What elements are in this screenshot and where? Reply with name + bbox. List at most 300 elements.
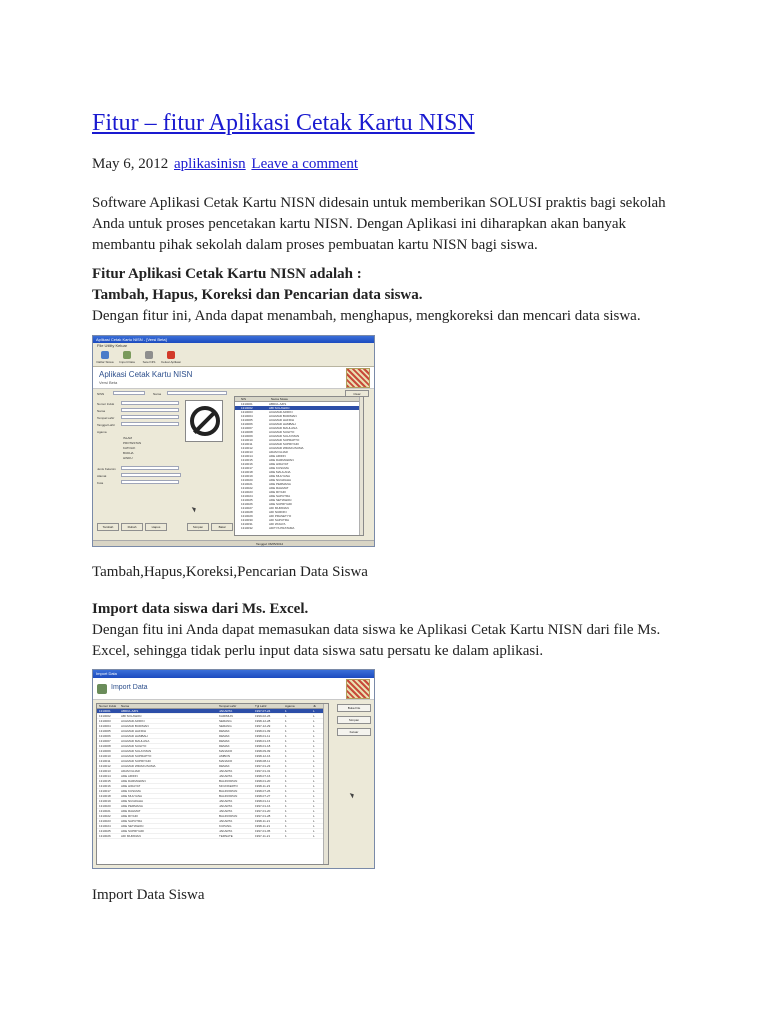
table-cell: 1310025 [99, 829, 111, 833]
clear-button: Clear [345, 390, 369, 397]
search-label: NISN [97, 392, 105, 396]
cell-nis: 1310007 [241, 426, 253, 430]
cell-name: ADE RAHMAT [269, 486, 289, 490]
table-cell: 1999-02-26 [255, 714, 271, 718]
table-cell: 1 [285, 724, 287, 728]
col-header: Jk [313, 704, 316, 708]
cell-nis: 1310006 [241, 422, 253, 426]
hapus-button: Hapus [145, 523, 167, 531]
table-cell: 1310004 [99, 724, 111, 728]
table-cell: 1998-08-11 [255, 759, 271, 763]
table-cell: 1310013 [99, 769, 111, 773]
table-cell: 1998-11-21 [255, 824, 271, 828]
batal-button: Batal [211, 523, 233, 531]
cell-name: ACHMAD BUDIMAN [269, 414, 297, 418]
feature1-text: Dengan fitur ini, Anda dapat menambah, menghapus, mengkoreksi dan mencari data siswa. [92, 308, 641, 324]
table-cell: ABI SOLAWAN [121, 714, 142, 718]
table-cell: 1310017 [99, 789, 111, 793]
cell-nis: 1310021 [241, 482, 253, 486]
table-cell: L [313, 779, 315, 783]
table-cell: 1998-07-16 [255, 774, 271, 778]
cell-name: ACHMAD SULAYMAN [269, 434, 300, 438]
cell-name: ADE SAPUTRA [269, 494, 291, 498]
table-cell: ADE KUSUMA [121, 789, 141, 793]
menu-bar: File Utility Keluar [93, 343, 374, 349]
cell-nis: 1310029 [241, 514, 253, 518]
table-cell: 1997-01-05 [255, 829, 271, 833]
table-cell: 1 [285, 814, 287, 818]
table-cell: ADE PERMANA [121, 804, 143, 808]
form-field [121, 473, 181, 477]
import-title: Import Data [111, 684, 148, 691]
table-cell: ADI MURDIAN [121, 834, 141, 838]
table-cell: TERNATE [219, 834, 233, 838]
table-cell: JAKARTA [219, 809, 233, 813]
table-cell: ADE MULYANA [121, 794, 143, 798]
table-cell: 1998-01-20 [255, 779, 271, 783]
table-cell: ADE HIDAYAT [121, 784, 141, 788]
table-cell: DEMAK [219, 729, 230, 733]
table-cell: 1998-01-11 [255, 799, 271, 803]
table-cell: 1310019 [99, 799, 111, 803]
cell-name: ADE ARIFIN [269, 454, 286, 458]
table-cell: SERANG [219, 724, 232, 728]
screenshot-import-data[interactable] [92, 669, 375, 869]
table-cell: 1310026 [99, 834, 111, 838]
table-cell: JAKARTA [219, 819, 233, 823]
post-date: May 6, 2012 [92, 156, 169, 172]
table-cell: 1 [285, 789, 287, 793]
cell-name: ABDUL AZIS [269, 402, 287, 406]
table-cell: MOJOKERTO [219, 784, 238, 788]
cell-name: ACHMAD ARIFIN [269, 410, 293, 414]
table-cell: L [313, 819, 315, 823]
table-cell: L [313, 709, 315, 713]
table-cell: 1 [285, 794, 287, 798]
cell-nis: 1310017 [241, 466, 253, 470]
cell-name: ACHMAD HAMBALI [269, 422, 297, 426]
table-cell: L [313, 749, 315, 753]
import-header [93, 678, 374, 700]
figure-caption: Import Data Siswa [92, 887, 205, 903]
table-cell: 1310022 [99, 814, 111, 818]
table-cell: ACHMAD WIRAKUSUMA [121, 764, 156, 768]
cell-nis: 1310030 [241, 518, 253, 522]
table-cell: 1310006 [99, 734, 111, 738]
figure-caption: Tambah,Hapus,Koreksi,Pencarian Data Siswa [92, 564, 368, 580]
table-cell: 1997-01-16 [255, 804, 271, 808]
table-cell: L [313, 784, 315, 788]
religion-option: ISLAM [123, 436, 133, 440]
table-cell: L [313, 809, 315, 813]
features-heading: Fitur Aplikasi Cetak Kartu NISN adalah : [92, 266, 362, 282]
table-cell: DEMAK [219, 764, 230, 768]
exit-button: Keluar [337, 728, 371, 736]
table-cell: 1997-12-29 [255, 724, 271, 728]
religion-option: PROTESTAN [123, 441, 142, 445]
table-cell: 1 [285, 749, 287, 753]
students-icon [101, 351, 109, 359]
toolbar-label: Keluar Aplikasi [161, 360, 181, 364]
cell-nis: 1310003 [241, 410, 253, 414]
table-cell: L [313, 834, 315, 838]
cell-name: ADE NUGRAHA [269, 478, 292, 482]
table-cell: ADE RIYADI [121, 814, 138, 818]
table-cell: 1310001 [99, 709, 111, 713]
screenshot-student-data[interactable] [92, 335, 375, 547]
table-cell: JAKARTA [219, 804, 233, 808]
table-cell: L [313, 724, 315, 728]
intro-line: Anda untuk proses pencetakan kartu NISN. Dengan Aplikasi ini diharapkan akan banyak [92, 216, 627, 232]
cell-name: ADE KUSUMA [269, 466, 289, 470]
table-cell: 1997-01-23 [255, 764, 271, 768]
table-cell: 1310011 [99, 759, 111, 763]
table-cell: L [313, 829, 315, 833]
table-cell: 1997-01-31 [255, 769, 271, 773]
cell-name: ADI SAPUTRA [269, 518, 290, 522]
table-cell: 1310018 [99, 794, 111, 798]
table-cell: JAKARTA [219, 774, 233, 778]
table-cell: 1998-09-09 [255, 749, 271, 753]
cell-name: ACHMAD SUPRIYADI [269, 442, 299, 446]
col-header: Nomor Induk [99, 704, 117, 708]
table-cell: 1310012 [99, 764, 111, 768]
table-cell: 1998-07-26 [255, 789, 271, 793]
cell-nis: 1310012 [241, 446, 253, 450]
intro-paragraph [92, 193, 692, 256]
form-label: Agama [97, 430, 107, 434]
cell-name: ADI NURDIN [269, 510, 287, 514]
cell-name: ADI PRASETYO [269, 514, 292, 518]
cell-name: ADI WIJAYA [269, 522, 286, 526]
table-cell: 1 [285, 729, 287, 733]
table-row [97, 834, 328, 839]
cell-nis: 1310027 [241, 506, 253, 510]
cell-nis: 1310026 [241, 502, 253, 506]
table-cell: 1998-01-15 [255, 739, 271, 743]
table-cell: JAKARTA [219, 709, 233, 713]
import-section [92, 599, 692, 662]
table-cell: 1998-01-11 [255, 734, 271, 738]
status-date: Tanggal: 06/05/2012 [256, 542, 284, 546]
cell-nis: 1310008 [241, 430, 253, 434]
table-cell: 1998-01-18 [255, 744, 271, 748]
table-cell: ABDUL AZIS [121, 709, 139, 713]
table-cell: L [313, 734, 315, 738]
table-cell: 1310003 [99, 719, 111, 723]
table-cell: MANADO [219, 759, 233, 763]
table-cell: BALIKPAPAN [219, 789, 238, 793]
table-cell: 1 [285, 824, 287, 828]
table-cell: L [313, 729, 315, 733]
table-cell: L [313, 774, 315, 778]
author-link[interactable]: aplikasinisn [174, 156, 246, 172]
table-cell: JAKARTA [219, 829, 233, 833]
form-field [121, 408, 179, 412]
table-cell: ACHMAD SULAYMAN [121, 749, 152, 753]
cell-name: ADE SETIAWAN [269, 498, 292, 502]
cell-name: ADITYA PRATAMA [269, 526, 295, 530]
table-cell: L [313, 764, 315, 768]
window-titlebar: Aplikasi Cetak Kartu NISN - [Versi Beta] [93, 336, 374, 343]
tambah-button: Tambah [97, 523, 119, 531]
table-cell: ACHMAD SUPRAPTO [121, 754, 152, 758]
save-button: Simpan [337, 716, 371, 724]
table-cell: AMBON [219, 754, 231, 758]
cell-nis: 1310019 [241, 474, 253, 478]
intro-line: Software Aplikasi Cetak Kartu NISN didesain untuk memberikan SOLUSI praktis bagi sekolah [92, 195, 666, 211]
form-label: Tempat Lahir [97, 416, 115, 420]
table-cell: L [313, 794, 315, 798]
table-cell: 1 [285, 744, 287, 748]
table-cell: 1997-01-28 [255, 814, 271, 818]
table-cell: DEMAK [219, 744, 230, 748]
table-cell: ACHMAD ARIFIN [121, 719, 145, 723]
cell-nis: 1310015 [241, 458, 253, 462]
table-cell: ACHMAD SUPRIYADI [121, 759, 151, 763]
cell-name: ACHMAD SUGITO [269, 430, 295, 434]
table-cell: L [313, 714, 315, 718]
cell-name: ADE DARMAWAN [269, 458, 294, 462]
form-label: Kota [97, 481, 104, 485]
table-row [235, 526, 363, 530]
table-cell: L [313, 754, 315, 758]
cell-nis: 1310013 [241, 450, 253, 454]
cell-name: ADAM FAJAR [269, 450, 288, 454]
form-label: Jenis Kelamin [97, 467, 116, 471]
cell-nis: 1310018 [241, 470, 253, 474]
table-cell: KUPANG [219, 824, 232, 828]
photo-placeholder [185, 400, 223, 442]
table-cell: 1997-11-21 [255, 834, 271, 838]
feature2-heading: Import data siswa dari Ms. Excel. [92, 601, 309, 617]
table-cell: 1 [285, 804, 287, 808]
post-meta [92, 156, 358, 173]
cell-name: ADE MAULANA [269, 470, 291, 474]
table-cell: ADE RAHMAT [121, 809, 141, 813]
table-cell: L [313, 804, 315, 808]
table-cell: L [313, 769, 315, 773]
religion-option: KATOLIK [123, 446, 136, 450]
cell-nis: 1310032 [241, 526, 253, 530]
cell-name: ADE RIYADI [269, 490, 286, 494]
form-field [121, 401, 179, 405]
table-cell: L [313, 739, 315, 743]
table-cell: 1310007 [99, 739, 111, 743]
search-name-input [167, 391, 227, 395]
table-cell: L [313, 744, 315, 748]
search-nisn-input [113, 391, 145, 395]
table-cell: 1998-11-21 [255, 819, 271, 823]
table-cell: 1310016 [99, 784, 111, 788]
form-label: Tanggal Lahir [97, 423, 116, 427]
table-cell: 1997-01-20 [255, 809, 271, 813]
app-title: Aplikasi Cetak Kartu NISN [99, 370, 193, 379]
table-cell: DEMAK [219, 734, 230, 738]
table-cell: ADE SUPRIYADI [121, 829, 144, 833]
col-header: Nama [121, 704, 130, 708]
table-cell: JAKARTA [219, 799, 233, 803]
table-cell: 1 [285, 739, 287, 743]
table-cell: ADE NUGRAHA [121, 799, 144, 803]
table-cell: ADE SETIAWAN [121, 824, 144, 828]
toolbar-daftar-siswa [95, 351, 115, 366]
form-label: Alamat [97, 474, 107, 478]
search-label: Nama [153, 392, 162, 396]
form-label: Nomor Induk [97, 402, 115, 406]
table-body [97, 709, 328, 839]
table-cell: 1998-12-28 [255, 719, 271, 723]
table-cell: ADAM FAJAR [121, 769, 140, 773]
toolbar-import [117, 351, 137, 366]
table-cell: 1310024 [99, 824, 111, 828]
table-cell: 1 [285, 829, 287, 833]
cell-nis: 1310014 [241, 454, 253, 458]
cell-nis: 1310011 [241, 442, 253, 446]
form-field [121, 422, 179, 426]
col-header: Tempat Lahir [219, 704, 237, 708]
cell-nis: 1310016 [241, 462, 253, 466]
import-table [96, 703, 329, 865]
toolbar-label: Setel NIS [142, 360, 156, 364]
table-cell: 1310009 [99, 749, 111, 753]
table-header-nis: NIS [241, 397, 247, 401]
table-cell: 1998-12-16 [255, 754, 271, 758]
import-icon [97, 684, 107, 694]
table-cell: 1310002 [99, 714, 111, 718]
table-cell: 1997-07-24 [255, 709, 271, 713]
table-cell: 1310023 [99, 819, 111, 823]
open-file-button: Buka File [337, 704, 371, 712]
table-cell: 1 [285, 819, 287, 823]
cell-nis: 1310004 [241, 414, 253, 418]
cell-nis: 1310005 [241, 418, 253, 422]
table-header-name: Nama Siswa [270, 397, 288, 401]
table-cell: 1310020 [99, 804, 111, 808]
table-cell: 1 [285, 734, 287, 738]
table-cell: KARIMUN [219, 714, 233, 718]
table-cell: ACHMAD MAULANA [121, 739, 150, 743]
table-cell: L [313, 814, 315, 818]
table-cell: ADE SAPUTRA [121, 819, 143, 823]
toolbar-keluar [161, 351, 181, 366]
cell-nis: 1310028 [241, 510, 253, 514]
cell-name: ADI MURDIAN [269, 506, 289, 510]
table-cell: JAKARTA [219, 769, 233, 773]
simpan-button: Simpan [187, 523, 209, 531]
col-header: Tgl Lahir [255, 704, 267, 708]
table-cell: ACHMAD HAFIDH [121, 729, 147, 733]
cell-name: ACHMAD MAULANA [269, 426, 298, 430]
leave-comment-link[interactable]: Leave a comment [251, 156, 359, 172]
table-cell: BALIKPAPAN [219, 779, 238, 783]
table-cell: 1310015 [99, 779, 111, 783]
religion-option: BUDHA [123, 451, 134, 455]
student-table [234, 396, 364, 536]
toolbar-label: Import Data [119, 360, 135, 364]
intro-line: membantu pihak sekolah dalam proses pembuatan kartu NISN bagi siswa. [92, 237, 538, 253]
form-label: Nama [97, 409, 106, 413]
cell-name: ADE SUPRIYADI [269, 502, 292, 506]
cell-name: ACHMAD WIRAKUSUMA [269, 446, 304, 450]
cell-name: ADE HIDAYAT [269, 462, 289, 466]
table-cell: 1 [285, 799, 287, 803]
toolbar-label: Daftar Siswa [96, 360, 114, 364]
cell-name: ACHMAD SUPRAPTO [269, 438, 300, 442]
import-icon [123, 351, 131, 359]
cell-nis: 1310025 [241, 498, 253, 502]
cell-name: ADE PERMANA [269, 482, 291, 486]
table-cell: BALIKPAPAN [219, 814, 238, 818]
table-cell: 1 [285, 719, 287, 723]
table-cell: L [313, 789, 315, 793]
status-bar [93, 540, 375, 546]
table-cell: 1310021 [99, 809, 111, 813]
nisn-logo-icon [346, 679, 370, 699]
table-cell: 1 [285, 754, 287, 758]
table-cell: 1 [285, 774, 287, 778]
table-cell: 1310005 [99, 729, 111, 733]
cell-nis: 1310023 [241, 490, 253, 494]
table-cell: L [313, 759, 315, 763]
table-cell: ACHMAD HAMBALI [121, 734, 149, 738]
table-cell: 1998-11-23 [255, 784, 271, 788]
form-field [121, 415, 179, 419]
mouse-cursor-icon [192, 506, 198, 513]
form-field [121, 466, 179, 470]
cell-name: ACHMAD HAFIDH [269, 418, 295, 422]
window-titlebar: Import Data [93, 670, 374, 678]
cell-nis: 1310020 [241, 478, 253, 482]
table-cell: 1310014 [99, 774, 111, 778]
table-cell: L [313, 824, 315, 828]
table-cell: BALIKPAPAN [219, 794, 238, 798]
exit-icon [167, 351, 175, 359]
table-cell: 1998-01-09 [255, 729, 271, 733]
form-field [121, 480, 179, 484]
settings-icon [145, 351, 153, 359]
table-cell: L [313, 799, 315, 803]
toolbar [93, 349, 374, 367]
table-cell: 1 [285, 809, 287, 813]
col-header: Agama [285, 704, 295, 708]
cell-nis: 1310010 [241, 438, 253, 442]
cell-name: ADE MULYANA [269, 474, 291, 478]
table-cell: 1998-07-27 [255, 794, 271, 798]
cell-nis: 1310009 [241, 434, 253, 438]
table-cell: SERANG [219, 719, 232, 723]
cell-nis: 1310031 [241, 522, 253, 526]
table-cell: 1 [285, 779, 287, 783]
features-section [92, 264, 692, 327]
cell-nis: 1310022 [241, 486, 253, 490]
table-cell: ADE DARMAWAN [121, 779, 146, 783]
table-cell: MANADO [219, 749, 233, 753]
cell-nis: 1310002 [241, 406, 253, 410]
feature2-line: Dengan fitu ini Anda dapat memasukan data siswa ke Aplikasi Cetak Kartu NISN dari file Ms. [92, 622, 661, 638]
table-cell: L [313, 719, 315, 723]
table-cell: 1 [285, 709, 287, 713]
table-scrollbar [359, 397, 363, 535]
table-cell: DEMAK [219, 739, 230, 743]
app-header [93, 367, 374, 389]
post-title[interactable]: Fitur – fitur Aplikasi Cetak Kartu NISN [92, 110, 475, 136]
table-cell: ACHMAD SUGITO [121, 744, 147, 748]
cell-name: ABI SOLAWAN [269, 406, 290, 410]
app-subtitle: Versi Beta [99, 380, 118, 385]
toolbar-setel [139, 351, 159, 366]
religion-option: HINDU [123, 456, 133, 460]
